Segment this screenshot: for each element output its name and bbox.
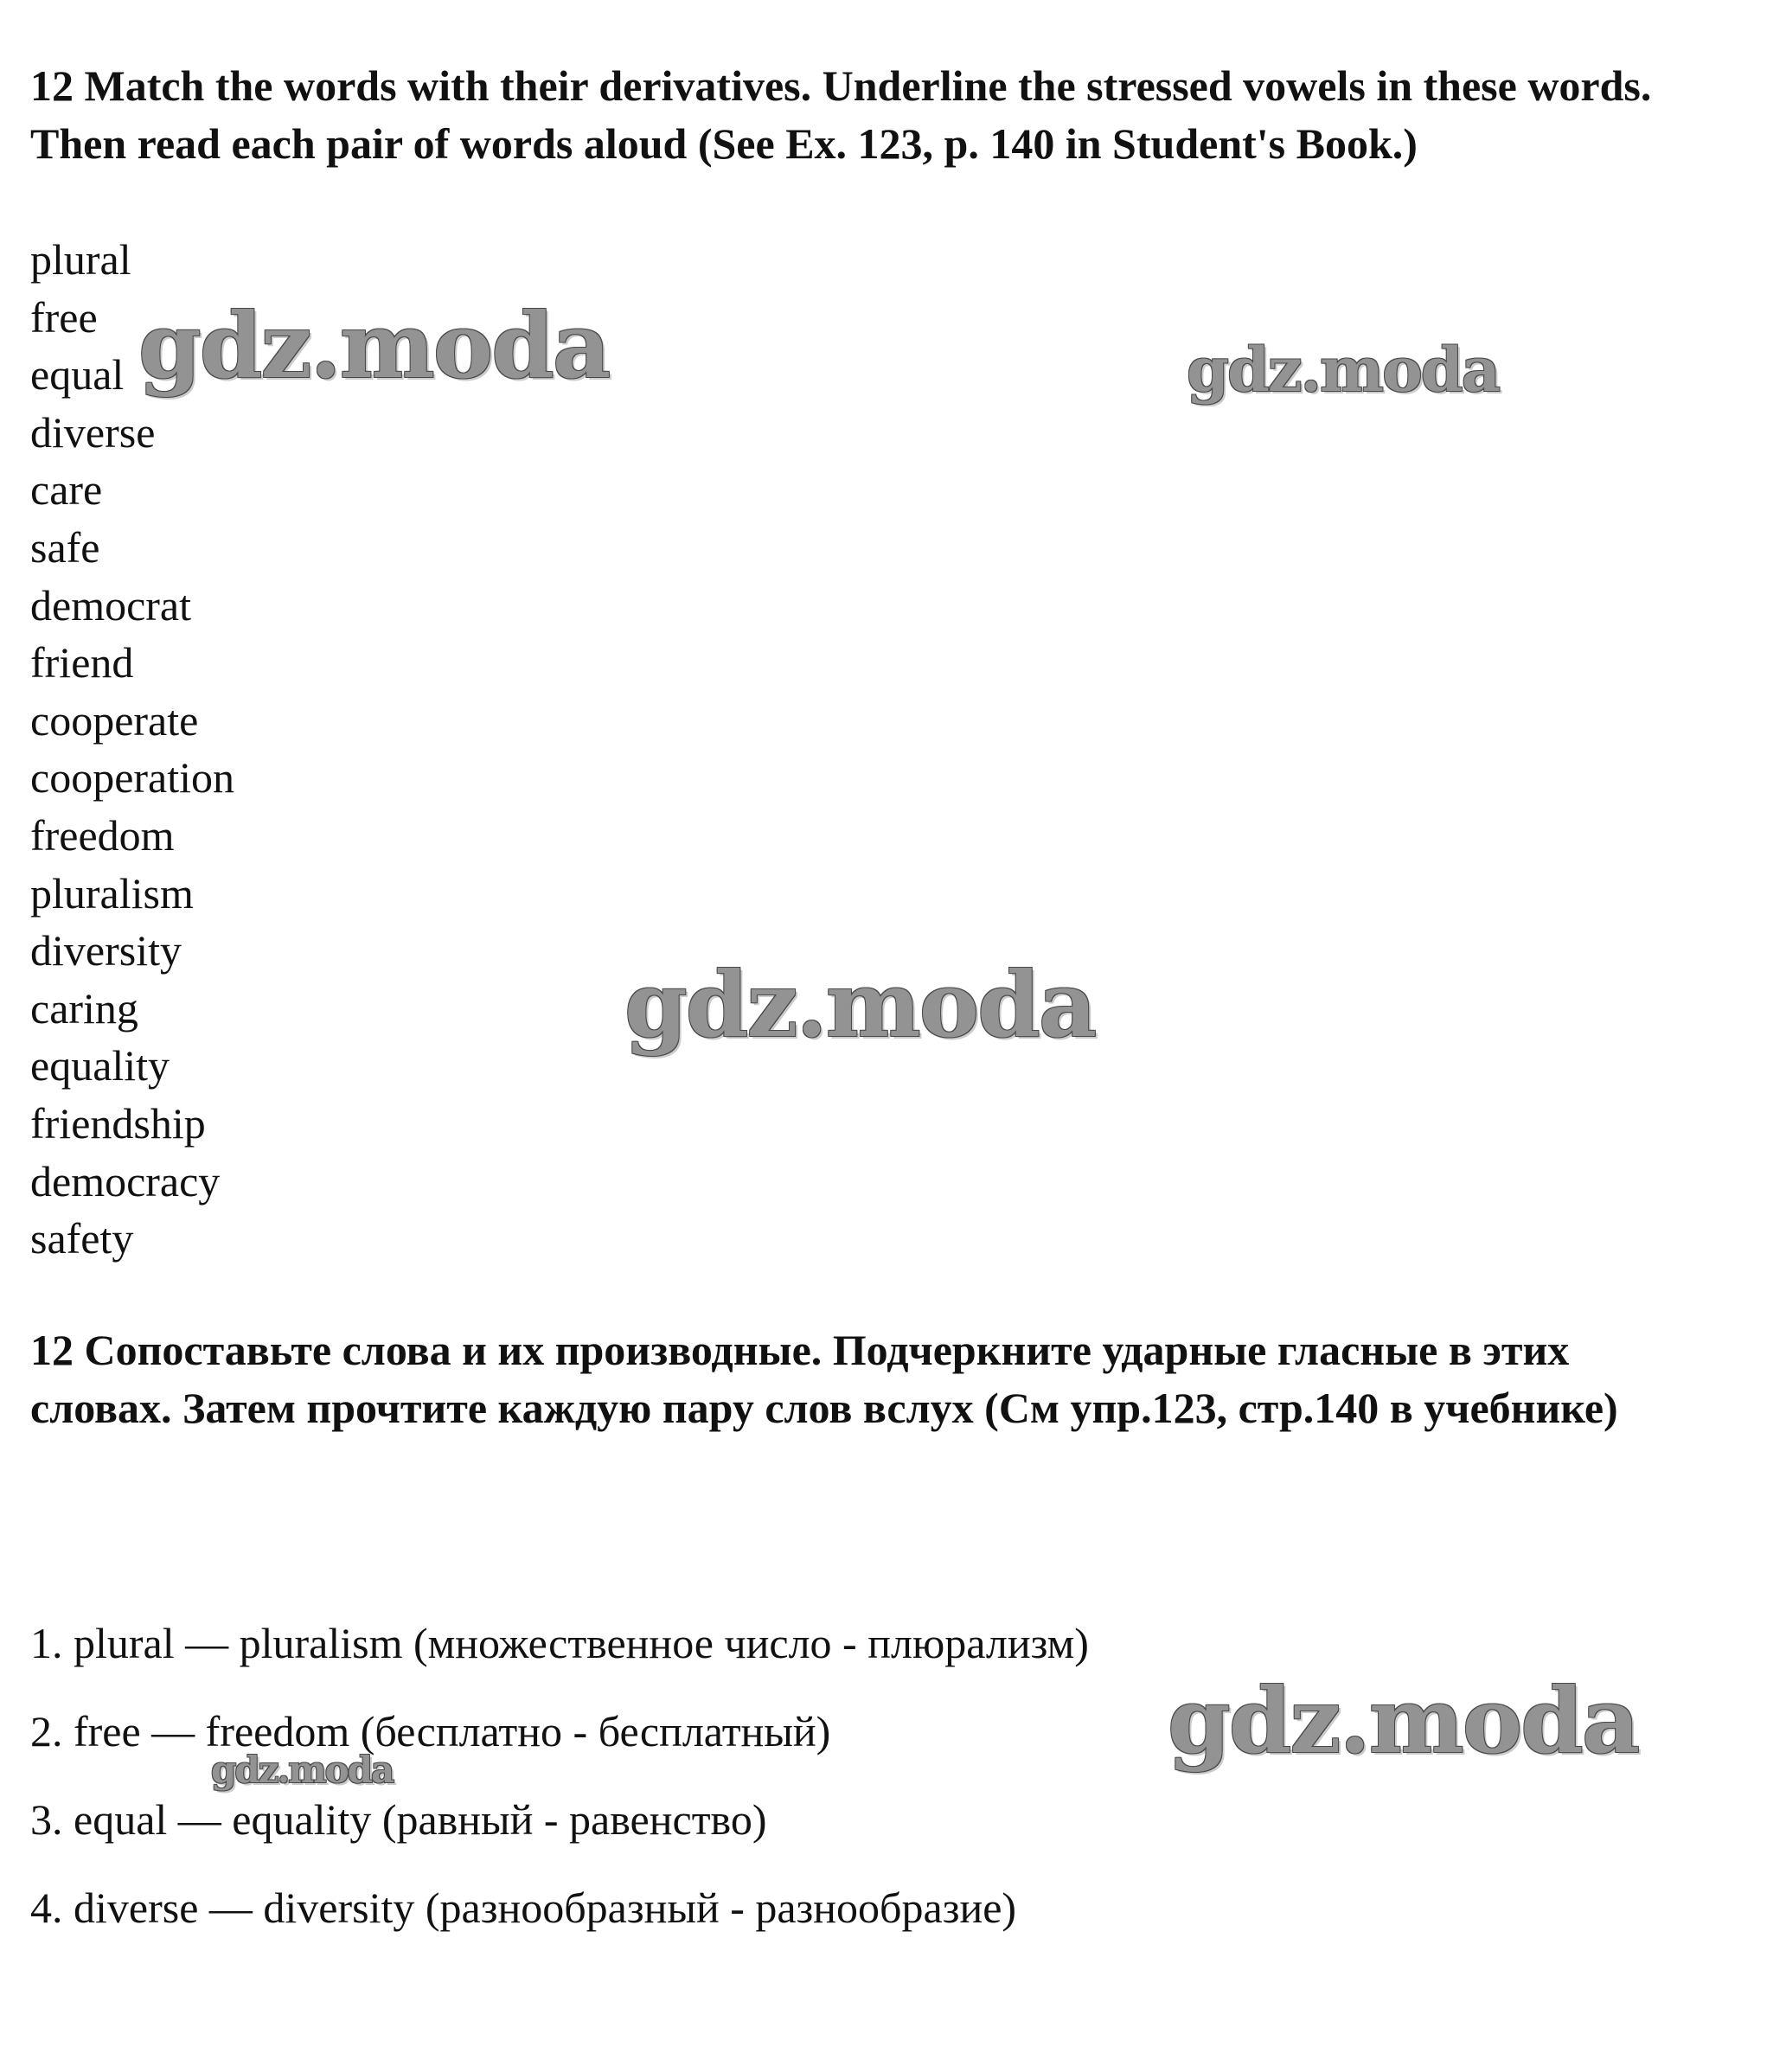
word-item: friend (30, 638, 134, 687)
watermark: gdz.moda (1168, 1667, 1639, 1774)
word-item: free (30, 292, 98, 342)
word-item: equality (30, 1041, 170, 1090)
exercise-heading-en: 12 Match the words with their derivatives. Underline the stressed vowels in these words. Then read each pair of words aloud (See Ex. 123, p. 140 in Student's Book.) (30, 61, 1652, 168)
word-item: diverse (30, 407, 156, 457)
watermark: gdz.moda (1187, 334, 1500, 406)
word-item: safety (30, 1214, 134, 1263)
word-item: safe (30, 522, 100, 572)
word-item: democracy (30, 1156, 221, 1205)
word-item: diversity (30, 926, 182, 975)
word-item: democrat (30, 580, 192, 630)
word-item: freedom (30, 810, 175, 860)
word-item: care (30, 465, 103, 515)
watermark: gdz.moda (624, 951, 1096, 1058)
word-item: caring (30, 983, 138, 1033)
watermark: gdz.moda (211, 1749, 394, 1791)
word-item: plural (30, 235, 131, 284)
answer-item: 2. free — freedom (бесплатно - бесплатный) (30, 1707, 831, 1755)
word-item: cooperate (30, 695, 199, 745)
exercise-heading-ru: 12 Сопоставьте слова и их производные. Подчеркните ударные гласные в этих словах. Затем прочтите каждую пару слов вслух (См упр.123, стр.140 в учебнике) (30, 1326, 1618, 1432)
word-item: cooperation (30, 753, 235, 803)
answer-item: 3. equal — equality (равный - равенство) (30, 1795, 767, 1844)
answer-item: 1. plural — pluralism (множественное число - плюрализм) (30, 1619, 1089, 1667)
word-item: friendship (30, 1098, 206, 1148)
answer-list (30, 1617, 1089, 1970)
answer-item: 4. diverse — diversity (разнообразный - разнообразие) (30, 1883, 1017, 1932)
word-item: equal (30, 350, 125, 400)
watermark: gdz.moda (138, 292, 610, 399)
word-item: pluralism (30, 868, 194, 918)
